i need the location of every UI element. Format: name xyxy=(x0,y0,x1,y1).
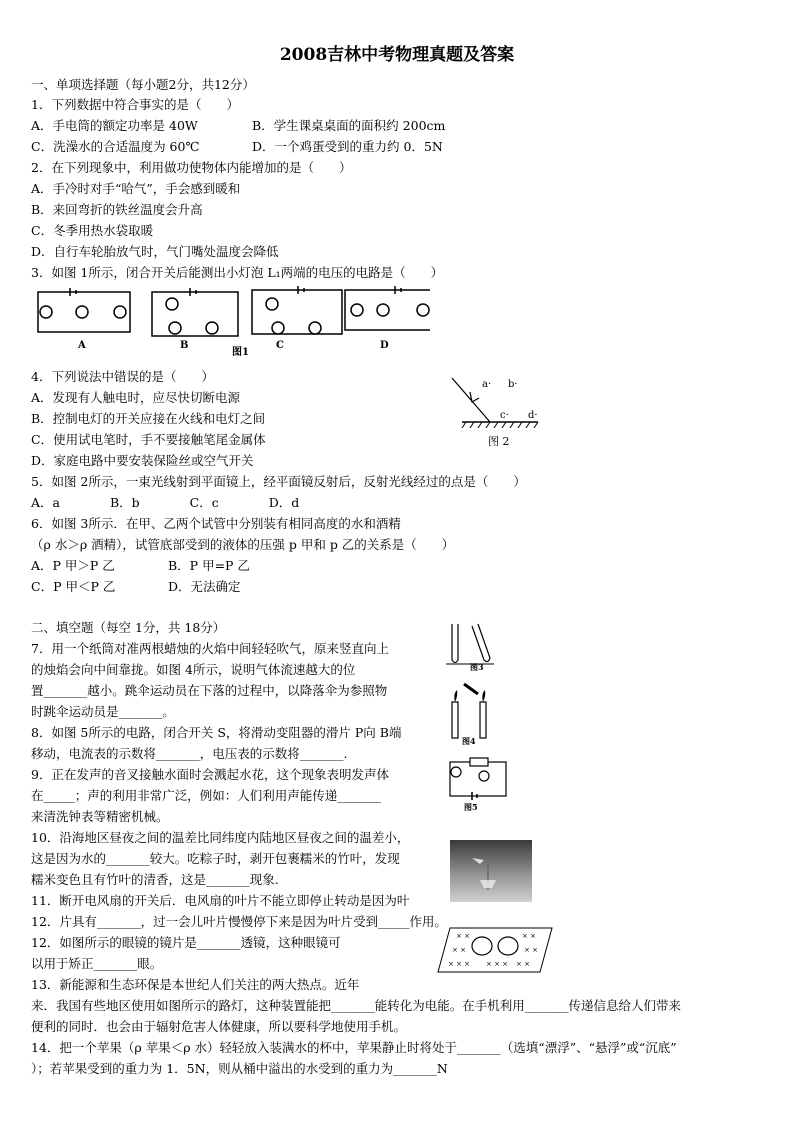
q1-option-d: D．一个鸡蛋受到的重力约 0．5N xyxy=(252,139,443,154)
q2-option-a: A．手冷时对手“哈气”，手会感到暖和 xyxy=(31,181,241,196)
question-3: 3．如图 1所示，闭合开关后能测出小灯泡 L₁两端的电压的电路是（ ） xyxy=(31,265,444,280)
question-2: 2．在下列现象中，利用做功使物体内能增加的是（ ） xyxy=(31,160,352,175)
question-8-line-1: 8．如图 5所示的电路，闭合开关 S，将滑动变阻器的滑片 P向 B端 xyxy=(31,725,402,740)
q4-option-c: C．使用试电笔时，手不要接触笔尾金属体 xyxy=(31,432,266,447)
question-7-line-3: 置_______越小。跳伞运动员在下落的过程中，以降落伞为参照物 xyxy=(31,683,388,698)
fig2-caption: 图 2 xyxy=(488,435,510,448)
svg-text:× ×: × × xyxy=(456,932,470,940)
question-4: 4．下列说法中错误的是（ ） xyxy=(31,369,214,384)
glasses-figure xyxy=(436,924,554,976)
fig4-caption: 图4 xyxy=(462,736,476,746)
fig1-label-c: C xyxy=(276,340,284,351)
figure-1-circuits xyxy=(30,284,430,356)
question-11-line-1: 11．断开电风扇的开关后．电风扇的叶片不能立即停止转动是因为叶 xyxy=(31,893,410,908)
q2-option-d: D．自行车轮胎放气时，气门嘴处温度会降低 xyxy=(31,244,279,259)
fig2-point-a: a· xyxy=(482,379,492,390)
fig2-point-d: d· xyxy=(528,410,538,421)
question-12-line-1: 12．如图所示的眼镜的镜片是_______透镜，这种眼镜可 xyxy=(31,935,341,950)
question-1: 1．下列数据中符合事实的是（ ） xyxy=(31,97,239,112)
question-7-line-4: 时跳伞运动员是_______。 xyxy=(31,704,175,719)
q4-option-a: A．发现有人触电时，应尽快切断电源 xyxy=(31,390,241,405)
q6-option-b: B．P 甲=P 乙 xyxy=(168,558,250,573)
section-1-heading: 一、单项选择题（每小题2分，共12分） xyxy=(31,77,255,92)
question-14-line-1: 14．把一个苹果（ρ 苹果＜ρ 水）轻轻放入装满水的杯中，苹果静止时将处于_______（选填“漂浮”、“悬浮”或“沉底” xyxy=(31,1040,677,1055)
question-6-cont: （ρ 水＞ρ 酒精），试管底部受到的液体的压强 p 甲和 p 乙的关系是（ ） xyxy=(31,537,455,552)
question-9-line-3: 来清洗钟表等精密机械。 xyxy=(31,809,169,824)
figure-4-candles xyxy=(444,680,496,742)
question-9-line-2: 在_____；声的利用非常广泛，例如：人们利用声能传递_______ xyxy=(31,788,382,803)
svg-text:× ×: × × xyxy=(516,960,530,968)
question-8-line-2: 移动，电流表的示数将_______，电压表的示数将_______. xyxy=(31,746,348,761)
fig1-label-a: A xyxy=(78,340,86,351)
question-10-line-2: 这是因为水的_______较大。吃粽子时，剥开包裹糯米的竹叶，发现 xyxy=(31,851,400,866)
question-14-line-2: ）；若苹果受到的重力为 1．5N，则从桶中溢出的水受到的重力为_______N xyxy=(31,1061,448,1076)
fig1-label-d: D xyxy=(380,340,389,351)
question-12-line-2: 以用于矫正_______眼。 xyxy=(31,956,163,971)
q6-option-a: A．P 甲＞P 乙 xyxy=(31,558,115,573)
question-10-line-1: 10．沿海地区昼夜之间的温差比同纬度内陆地区昼夜之间的温差小， xyxy=(31,830,410,845)
section-2-heading: 二、填空题（每空 1分，共 18分） xyxy=(31,620,226,635)
q6-option-d: D．无法确定 xyxy=(168,579,241,594)
svg-text:× ×: × × xyxy=(524,946,538,954)
question-13-line-3: 便利的同时．也会由于辐射危害人体健康，所以要科学地使用手机。 xyxy=(31,1019,407,1034)
fig1-label-b: B xyxy=(180,340,189,351)
q1-option-a: A．手电筒的额定功率是 40W xyxy=(31,118,198,133)
q4-option-d: D．家庭电路中要安装保险丝或空气开关 xyxy=(31,453,254,468)
figure-5-circuit xyxy=(442,752,512,806)
fig2-point-c: c· xyxy=(500,410,509,421)
fig2-point-b: b· xyxy=(508,379,518,390)
question-6: 6．如图 3所示．在甲、乙两个试管中分别装有相同高度的水和酒精 xyxy=(31,516,401,531)
q2-option-b: B．来回弯折的铁丝温度会升高 xyxy=(31,202,203,217)
question-13-line-1: 13．新能源和生态环保是本世纪人们关注的两大热点。近年 xyxy=(31,977,360,992)
q1-option-b: B．学生课桌桌面的面积约 200cm xyxy=(252,118,446,133)
q6-option-c: C．P 甲＜P 乙 xyxy=(31,579,116,594)
page-title: 2008吉林中考物理真题及答案 xyxy=(279,45,515,65)
svg-text:× ×: × × xyxy=(522,932,536,940)
question-13-line-2: 来．我国有些地区使用如图所示的路灯，这种装置能把_______能转化为电能。在手机利用_______传递信息给人们带来 xyxy=(31,998,682,1013)
question-5: 5．如图 2所示，一束光线射到平面镜上，经平面镜反射后，反射光线经过的点是（ ） xyxy=(31,474,526,489)
question-11-line-2: 12．片具有_______，过一会儿叶片慢慢停下来是因为叶片受到_____作用。 xyxy=(31,914,447,929)
street-lamp-photo xyxy=(450,840,532,902)
svg-text:× × ×: × × × xyxy=(448,960,471,968)
fig3-caption: 图3 xyxy=(470,662,484,672)
q2-option-c: C．冬季用热水袋取暖 xyxy=(31,223,154,238)
question-9-line-1: 9．正在发声的音叉接触水面时会溅起水花，这个现象表明发声体 xyxy=(31,767,389,782)
q5-options: A．a B．b C．c D．d xyxy=(31,495,300,510)
q4-option-b: B．控制电灯的开关应接在火线和电灯之间 xyxy=(31,411,266,426)
fig1-caption: 图1 xyxy=(232,347,249,358)
fig5-caption: 图5 xyxy=(464,802,478,812)
question-10-line-3: 糯米变色且有竹叶的清香，这是_______现象. xyxy=(31,872,279,887)
question-7-line-2: 的烛焰会向中间靠拢。如图 4所示，说明气体流速越大的位 xyxy=(31,662,356,677)
svg-text:× ×: × × xyxy=(452,946,466,954)
question-7-line-1: 7．用一个纸筒对准两根蜡烛的火焰中间轻轻吹气，原来竖直向上 xyxy=(31,641,389,656)
q1-option-c: C．洗澡水的合适温度为 60℃ xyxy=(31,139,200,154)
svg-text:× × ×: × × × xyxy=(486,960,509,968)
